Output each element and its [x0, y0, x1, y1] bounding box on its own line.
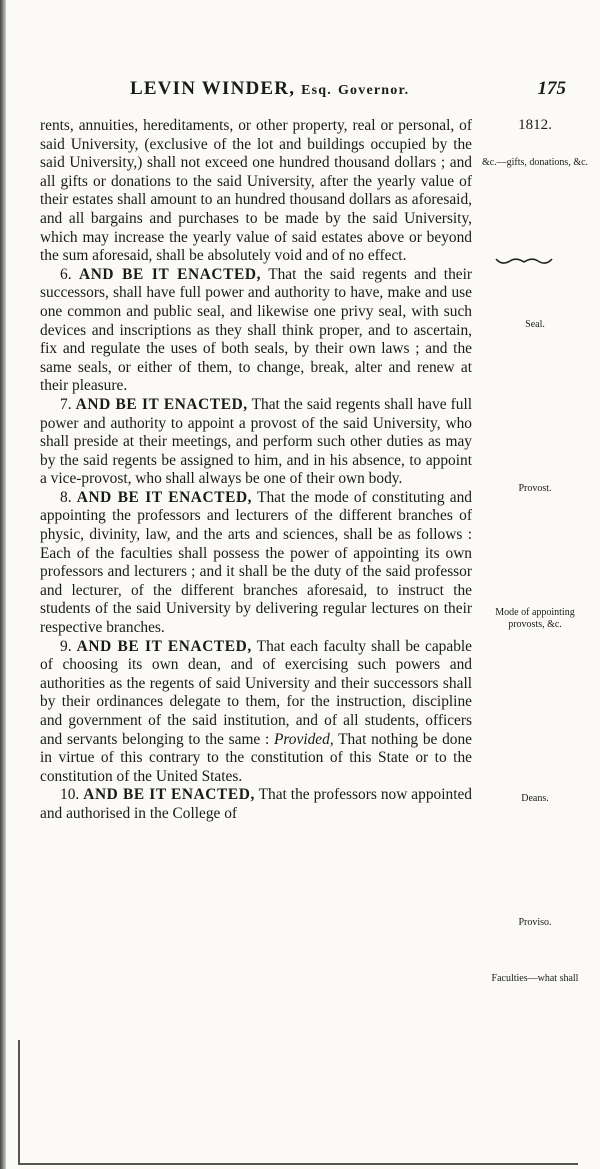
section-7 — [40, 396, 472, 489]
section-9 — [40, 638, 472, 787]
section-8-text: That the mode of constituting and appointing the professors and lecturers of the different branches of physic, divinity, law, and the arts and sciences, shall be as follows : Each of the faculties shall possess the power of appointing its own professors and lecturers ; and it shall be the duty of the said professor and lecturer, of the different branches aforesaid, to instruct the students of the said University by delivering regular lectures on their respective branches. — [40, 488, 472, 637]
running-head-title: Governor. — [337, 83, 410, 98]
margin-year: 1812. — [518, 117, 552, 133]
margin-note-mode: Mode of appointing provosts, &c. — [495, 607, 575, 630]
section-9-enacting-clause: AND BE IT ENACTED, — [76, 637, 252, 655]
section-9-text-a: That each faculty shall be capable of choosing its own dean, and of exercising such powers and authorities as the regents of said University and their successors shall by their ordinances delegate to them, for the instruction, discipline and government of the said institution, and of all students, officers and servants belonging to the same : — [40, 637, 473, 748]
margin-note-provost: Provost. — [518, 483, 552, 494]
page-number: 175 — [537, 78, 566, 99]
section-8-enacting-clause: AND BE IT ENACTED, — [76, 488, 253, 506]
page-binding-edge — [0, 0, 6, 1169]
margin-note-gifts: &c.—gifts, donations, &c. — [481, 157, 589, 168]
paragraph-continuation-text: rents, annuities, hereditaments, or other property, real or personal, of said University, (exclusive of the lot and buildings occupied by the said University,) shall not exceed one hundred thousand dollars ; and all gifts or donations to the said University, after the yearly value of their estates shall amount to an hundred thousand dollars as aforesaid, and all bargains and purchases to be made by the said University, which may increase the yearly value of said estates above or beyond the sum aforesaid, shall be absolutely void and of no effect. — [40, 117, 472, 265]
section-6-text: That the said regents and their successors, shall have full power and authority to have, make and use one common and public seal, and likewise one privy seal, with such devices and inscriptions as they shall think proper, and to ascertain, fix and regulate the uses of both seals, by their own laws ; and the same seals, or either of them, to change, break, alter and renew at their pleasure. — [40, 265, 472, 395]
section-9-text-b: That nothing be done in virtue of this contrary to the constitution of this State or to the constitution of the United States. — [40, 730, 472, 785]
running-head-name: LEVIN WINDER, — [130, 78, 296, 99]
body-text — [40, 117, 472, 824]
section-10-number: 10. — [60, 786, 80, 804]
section-6 — [40, 266, 472, 396]
page-frame-line-bottom — [18, 1163, 578, 1165]
page-header — [130, 78, 570, 104]
paragraph-continuation — [40, 117, 472, 266]
section-10-text: That the professors now appointed and authorised in the College of — [40, 786, 472, 822]
flourish-icon — [494, 256, 554, 266]
section-7-enacting-clause: AND BE IT ENACTED, — [75, 395, 248, 413]
section-8-number: 8. — [60, 488, 72, 506]
running-head-esq: Esq. — [301, 83, 332, 98]
page-frame-line-vertical — [18, 1040, 20, 1165]
section-7-number: 7. — [60, 395, 72, 413]
section-9-number: 9. — [60, 637, 72, 655]
margin-note-seal: Seal. — [525, 319, 545, 330]
running-head — [130, 78, 409, 100]
section-8 — [40, 489, 472, 638]
section-10 — [40, 786, 472, 823]
section-6-number: 6. — [60, 265, 72, 283]
margin-note-faculties: Faculties—what shall — [491, 973, 579, 984]
section-9-provided: Provided, — [273, 730, 334, 748]
margin-note-proviso: Proviso. — [518, 917, 552, 928]
section-6-enacting-clause: AND BE IT ENACTED, — [78, 265, 262, 283]
section-10-enacting-clause: AND BE IT ENACTED, — [83, 786, 255, 804]
section-7-text: That the said regents shall have full power and authority to appoint a provost of the said University, who shall preside at their meetings, and perform such other duties as may by the said regents be assigned to him, and in his absence, to appoint a vice-provost, who shall always be one of their own body. — [40, 395, 473, 488]
margin-note-deans: Deans. — [521, 793, 549, 804]
